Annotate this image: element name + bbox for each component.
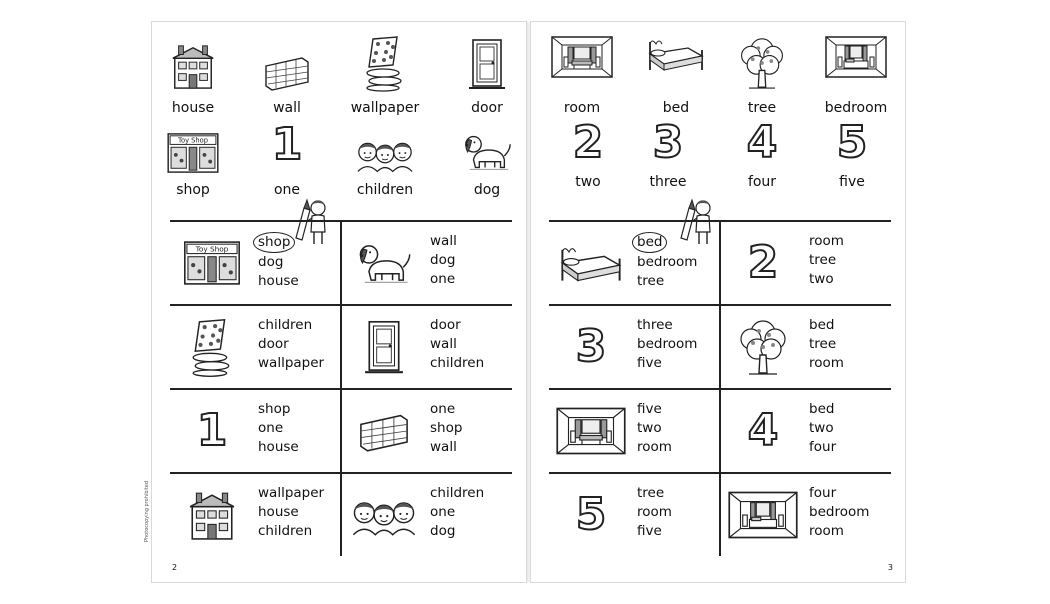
word-choice[interactable]: tree [637, 485, 665, 501]
word-choice[interactable]: house [258, 273, 299, 289]
word-three: three [649, 174, 687, 190]
two-card [543, 114, 633, 190]
word-choice[interactable]: wallpaper [258, 485, 325, 501]
shop-card [148, 116, 238, 198]
door-icon [363, 317, 405, 377]
word-choice[interactable]: wall [430, 336, 457, 352]
word-choice[interactable]: five [637, 523, 662, 539]
word-choice[interactable]: three [637, 317, 673, 333]
word-choice[interactable]: wallpaper [258, 355, 325, 371]
numeral-5-icon: 5 [836, 117, 868, 168]
exercise-row [170, 472, 512, 556]
word-choice[interactable]: wall [430, 233, 457, 249]
page-number-left: 2 [172, 563, 178, 572]
bed-icon [555, 241, 627, 285]
bedroom-icon [824, 34, 888, 80]
word-choice[interactable]: bedroom [809, 504, 870, 520]
word-two: two [575, 174, 601, 190]
word-choice[interactable]: one [258, 420, 284, 436]
word-choice[interactable]: two [809, 420, 834, 436]
numeral-1-icon: 1 [271, 119, 303, 170]
wall-icon [262, 52, 312, 92]
word-choice[interactable]: two [637, 420, 662, 436]
numeral-3-icon: 3 [652, 117, 684, 168]
wallpaper-card [340, 34, 430, 116]
house-card [148, 34, 238, 116]
word-bed: bed [662, 100, 690, 116]
tree-icon [735, 316, 791, 378]
word-choice[interactable]: shop [258, 401, 291, 417]
copyright-note: Photocopying prohibited [144, 480, 150, 542]
word-choice[interactable]: dog [430, 252, 456, 268]
bedroom-icon [727, 489, 799, 541]
word-wallpaper: wallpaper [350, 100, 420, 116]
word-choice[interactable]: bed [809, 317, 835, 333]
exercise-row [549, 220, 891, 304]
left-matching-exercise [170, 220, 512, 556]
bed-card [631, 34, 721, 116]
exercise-row [170, 304, 512, 388]
room-icon [555, 405, 627, 457]
exercise-row [170, 388, 512, 472]
tree-icon [736, 34, 788, 92]
word-choice[interactable]: one [430, 504, 456, 520]
word-choice[interactable]: bedroom [637, 336, 698, 352]
word-choice[interactable]: five [637, 355, 662, 371]
numeral-4-icon: 4 [747, 405, 779, 456]
exercise-row [549, 472, 891, 556]
room-icon [550, 34, 614, 80]
toy-shop-icon [182, 240, 242, 286]
children-icon [354, 134, 416, 174]
exercise-row [549, 304, 891, 388]
wallpaper-icon [363, 34, 407, 92]
word-choice[interactable]: tree [809, 336, 837, 352]
house-icon [186, 487, 238, 543]
word-one: one [273, 182, 301, 198]
word-choice[interactable]: room [637, 504, 672, 520]
word-shop: shop [176, 182, 210, 198]
word-choice[interactable]: children [258, 523, 313, 539]
word-choice[interactable]: tree [809, 252, 837, 268]
word-choice[interactable]: dog [430, 523, 456, 539]
numeral-1-icon: 1 [196, 405, 228, 456]
right-matching-exercise [549, 220, 891, 556]
wallpaper-icon [189, 317, 235, 377]
word-choice-circled[interactable]: shop [253, 232, 295, 253]
right-page [531, 22, 905, 582]
door-icon [467, 36, 507, 92]
word-choice[interactable]: room [809, 233, 844, 249]
children-icon [349, 493, 419, 537]
bed-icon [644, 34, 708, 74]
four-card [717, 114, 807, 190]
word-choice[interactable]: house [258, 439, 299, 455]
five-card [807, 114, 897, 190]
bedroom-card [811, 34, 901, 116]
exercise-row [549, 388, 891, 472]
word-choice[interactable]: room [809, 355, 844, 371]
word-children: children [356, 182, 414, 198]
word-choice-circled[interactable]: bed [632, 232, 667, 253]
word-four: four [747, 174, 777, 190]
numeral-3-icon: 3 [575, 321, 607, 372]
wall-icon [356, 409, 412, 453]
word-house: house [171, 100, 215, 116]
word-door: door [471, 100, 503, 116]
word-choice[interactable]: room [809, 523, 844, 539]
word-dog: dog [473, 182, 501, 198]
tree-card [717, 34, 807, 116]
word-choice[interactable]: bedroom [637, 254, 698, 270]
toy-shop-icon [165, 132, 221, 174]
word-choice[interactable]: house [258, 504, 299, 520]
children-card [340, 116, 430, 198]
word-wall: wall [273, 100, 301, 116]
word-choice[interactable]: tree [637, 273, 665, 289]
dog-icon [354, 239, 414, 287]
word-choice[interactable]: four [809, 439, 837, 455]
word-choice[interactable]: door [258, 336, 289, 352]
word-bedroom: bedroom [824, 100, 888, 116]
house-icon [169, 40, 217, 92]
dog-card [442, 116, 532, 198]
door-card [442, 34, 532, 116]
dog-icon [460, 130, 514, 174]
word-room: room [563, 100, 601, 116]
numeral-2-icon: 2 [572, 117, 604, 168]
numeral-4-icon: 4 [746, 117, 778, 168]
word-choice[interactable]: room [637, 439, 672, 455]
word-choice[interactable]: children [258, 317, 313, 333]
word-five: five [839, 174, 865, 190]
left-page [144, 22, 526, 582]
three-card [623, 114, 713, 190]
word-choice[interactable]: bed [809, 401, 835, 417]
word-choice[interactable]: five [637, 401, 662, 417]
word-choice[interactable]: children [430, 355, 485, 371]
room-card [537, 34, 627, 116]
word-choice[interactable]: shop [430, 420, 463, 436]
page-number-right: 3 [887, 563, 893, 572]
word-choice[interactable]: wall [430, 439, 457, 455]
exercise-row [170, 220, 512, 304]
word-tree: tree [747, 100, 777, 116]
numeral-2-icon: 2 [747, 237, 779, 288]
word-choice[interactable]: children [430, 485, 485, 501]
wall-card [242, 34, 332, 116]
word-choice[interactable]: four [809, 485, 837, 501]
word-choice[interactable]: one [430, 401, 456, 417]
word-choice[interactable]: one [430, 271, 456, 287]
word-choice[interactable]: door [430, 317, 461, 333]
word-choice[interactable]: dog [258, 254, 284, 270]
word-choice[interactable]: two [809, 271, 834, 287]
numeral-5-icon: 5 [575, 489, 607, 540]
